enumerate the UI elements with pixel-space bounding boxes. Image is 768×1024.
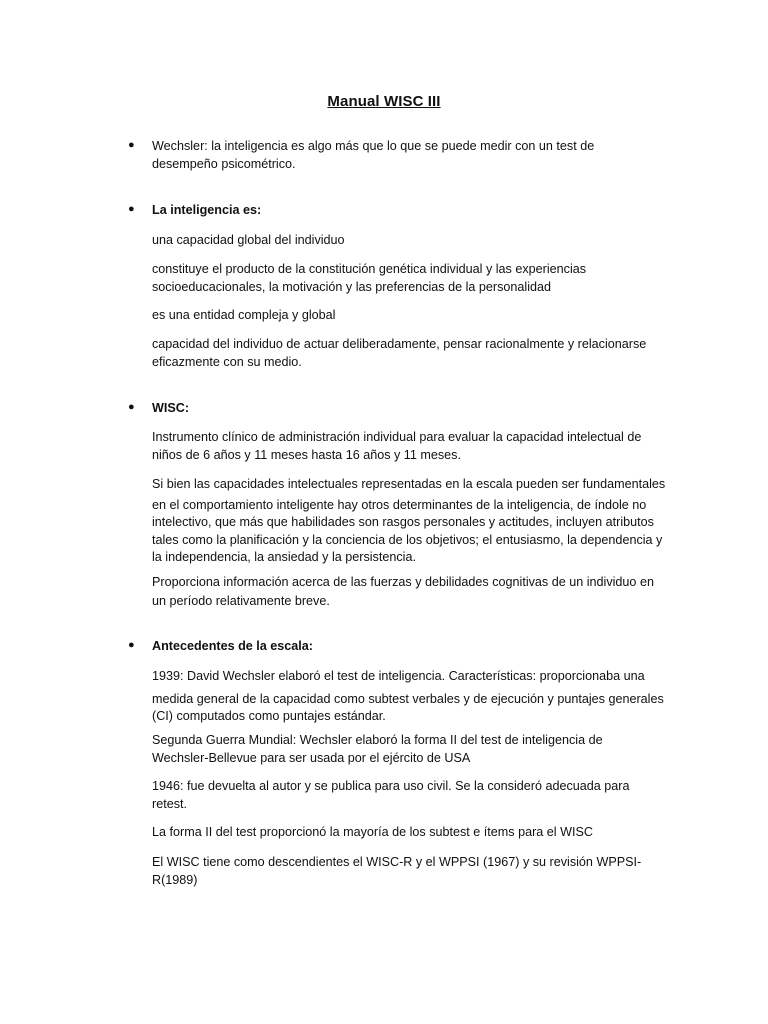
page-title: Manual WISC III [327,93,441,110]
bullet-icon: ● [128,203,135,215]
bullet-icon: ● [128,139,135,151]
section-heading-text: Antecedentes de la escala: [152,639,313,653]
bullet-icon: ● [128,401,135,413]
bullet-icon: ● [128,639,135,651]
document-page: Manual WISC III ● Wechsler: la inteligencia es algo más que lo que se puede medir con un test de desempeño psicométrico. ● La inteligencia es: una capacidad global del individuo constituye el producto de la constitución genética individual y las experiencias socioeducacionales, la motivación y las preferencias de la personalidad es una entidad compleja y global capacidad del individuo de actuar deliberadamente, pensar racionalmente y relacionarse eficazmente con su medio. ● WISC: Instrumento clínico de administración individual para evaluar la capacidad intelectual de niños de 6 años y 11 meses hasta 16 años y 11 meses. Si bien las capacidades intelectuales representadas en la escala pueden ser fundamentales en el comportamiento inteligente hay otros determinantes de la inteligencia, de índole no intelectivo, que más que habilidades son rasgos personales y actitudes, incluyen atributos tales como la planificación y la conciencia de los objetivos; el entusiasmo, la dependencia y la independencia, la ansiedad y la persistencia. Proporciona información acerca de las fuerzas y debilidades cognitivas de un individuo en un período relativamente breve. ● Antecedentes de la escala: 1939: David Wechsler elaboró el test de inteligencia. Características: proporcionaba una medida general de la capacidad como subtest verbales y de ejecución y puntajes generales (CI) computados como puntajes estándar. Segunda Guerra Mundial: Wechsler elaboró la forma II del test de inteligencia de Wechsler-Bellevue para ser usada por el ejército de USA 1946: fue devuelta al autor y se publica para uso civil. Se la consideró adecuada para retest. La forma II del test proporcionó la mayoría de los subtest e ítems para el WISC El WISC tiene como descendientes el WISC-R y el WPPSI (1967) y su revisión WPPSI- R(1989) [0,0,768,1024]
bullet-text: Wechsler: la inteligencia es algo más que lo que se puede medir con un test de desempeño psicométrico. [152,139,595,171]
section-heading-text: WISC: [152,401,190,415]
section-heading-text: La inteligencia es: [152,203,262,217]
